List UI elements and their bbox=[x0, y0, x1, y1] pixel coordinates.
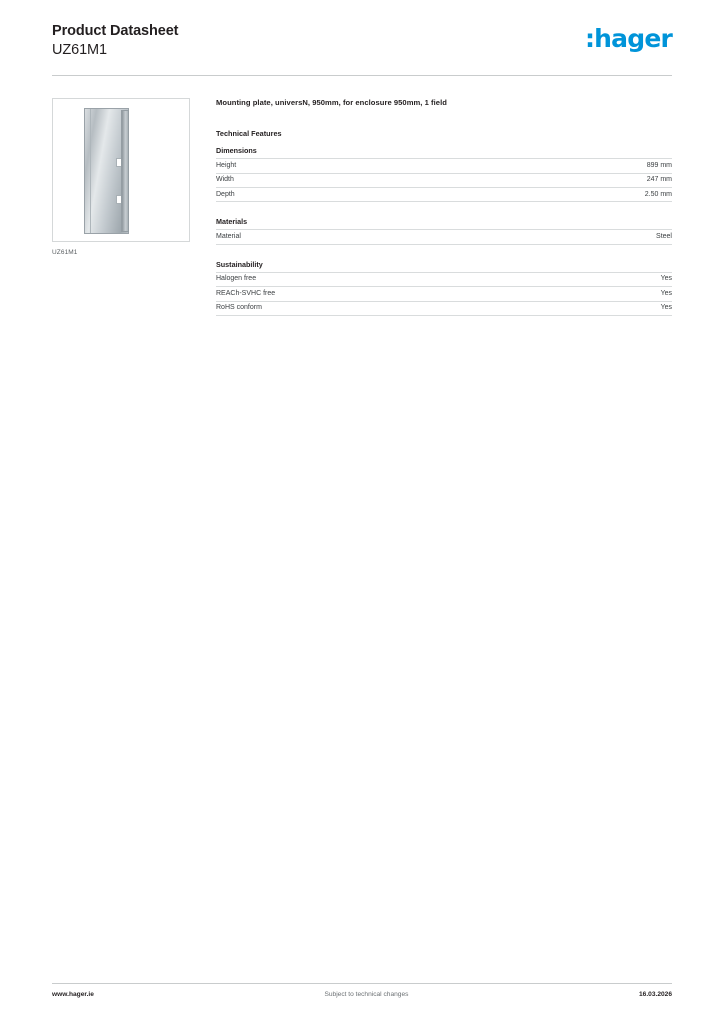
table-row bbox=[216, 272, 672, 286]
footer-website-link[interactable]: www.hager.ie bbox=[52, 991, 94, 998]
footer-date: 16.03.2026 bbox=[638, 991, 672, 998]
spec-group-sustainability bbox=[216, 260, 672, 316]
page-header bbox=[52, 0, 672, 59]
table-row bbox=[216, 301, 672, 315]
title-block bbox=[52, 22, 178, 59]
footer-row bbox=[52, 991, 672, 998]
group-title-dimensions: Dimensions bbox=[216, 146, 257, 156]
spec-group-dimensions bbox=[216, 146, 672, 202]
spec-table-sustainability bbox=[216, 272, 672, 316]
spec-label: Depth bbox=[216, 190, 235, 198]
spec-label: Height bbox=[216, 161, 237, 169]
spec-value: Yes bbox=[660, 289, 672, 297]
spec-table-dimensions bbox=[216, 158, 672, 202]
spec-value: 2.50 mm bbox=[644, 190, 672, 198]
product-description: Mounting plate, universN, 950mm, for enclosure 950mm, 1 field bbox=[216, 98, 447, 108]
page-footer bbox=[52, 983, 672, 998]
spec-label: Width bbox=[216, 176, 234, 184]
spec-label: Material bbox=[216, 232, 241, 240]
hager-logo: :hager bbox=[584, 24, 672, 53]
mounting-plate-side-graphic bbox=[121, 110, 129, 232]
product-image-frame bbox=[52, 98, 190, 242]
spec-value: 899 mm bbox=[646, 161, 672, 169]
spec-value: 247 mm bbox=[646, 176, 672, 184]
spec-value: Steel bbox=[656, 232, 672, 240]
product-image-caption: UZ61M1 bbox=[52, 249, 78, 257]
group-title-materials: Materials bbox=[216, 217, 248, 227]
table-row bbox=[216, 188, 672, 202]
table-row bbox=[216, 230, 672, 244]
technical-features-heading: Technical Features bbox=[216, 129, 282, 139]
spec-group-materials bbox=[216, 217, 672, 244]
spec-value: Yes bbox=[660, 304, 672, 312]
product-reference: UZ61M1 bbox=[52, 42, 107, 59]
spec-value: Yes bbox=[660, 275, 672, 283]
table-row bbox=[216, 287, 672, 301]
footer-divider bbox=[52, 983, 672, 984]
footer-note: Subject to technical changes bbox=[324, 991, 409, 998]
group-title-sustainability: Sustainability bbox=[216, 259, 263, 269]
page-title: Product Datasheet bbox=[52, 23, 179, 39]
product-image-column bbox=[52, 98, 190, 330]
table-row bbox=[216, 159, 672, 173]
spec-table-materials bbox=[216, 229, 672, 244]
table-row bbox=[216, 173, 672, 187]
spec-label: Halogen free bbox=[216, 275, 257, 283]
page-content bbox=[52, 76, 672, 330]
spec-label: REACh-SVHC free bbox=[216, 289, 276, 297]
spec-label: RoHS conform bbox=[216, 304, 262, 312]
specifications-column bbox=[190, 98, 672, 330]
